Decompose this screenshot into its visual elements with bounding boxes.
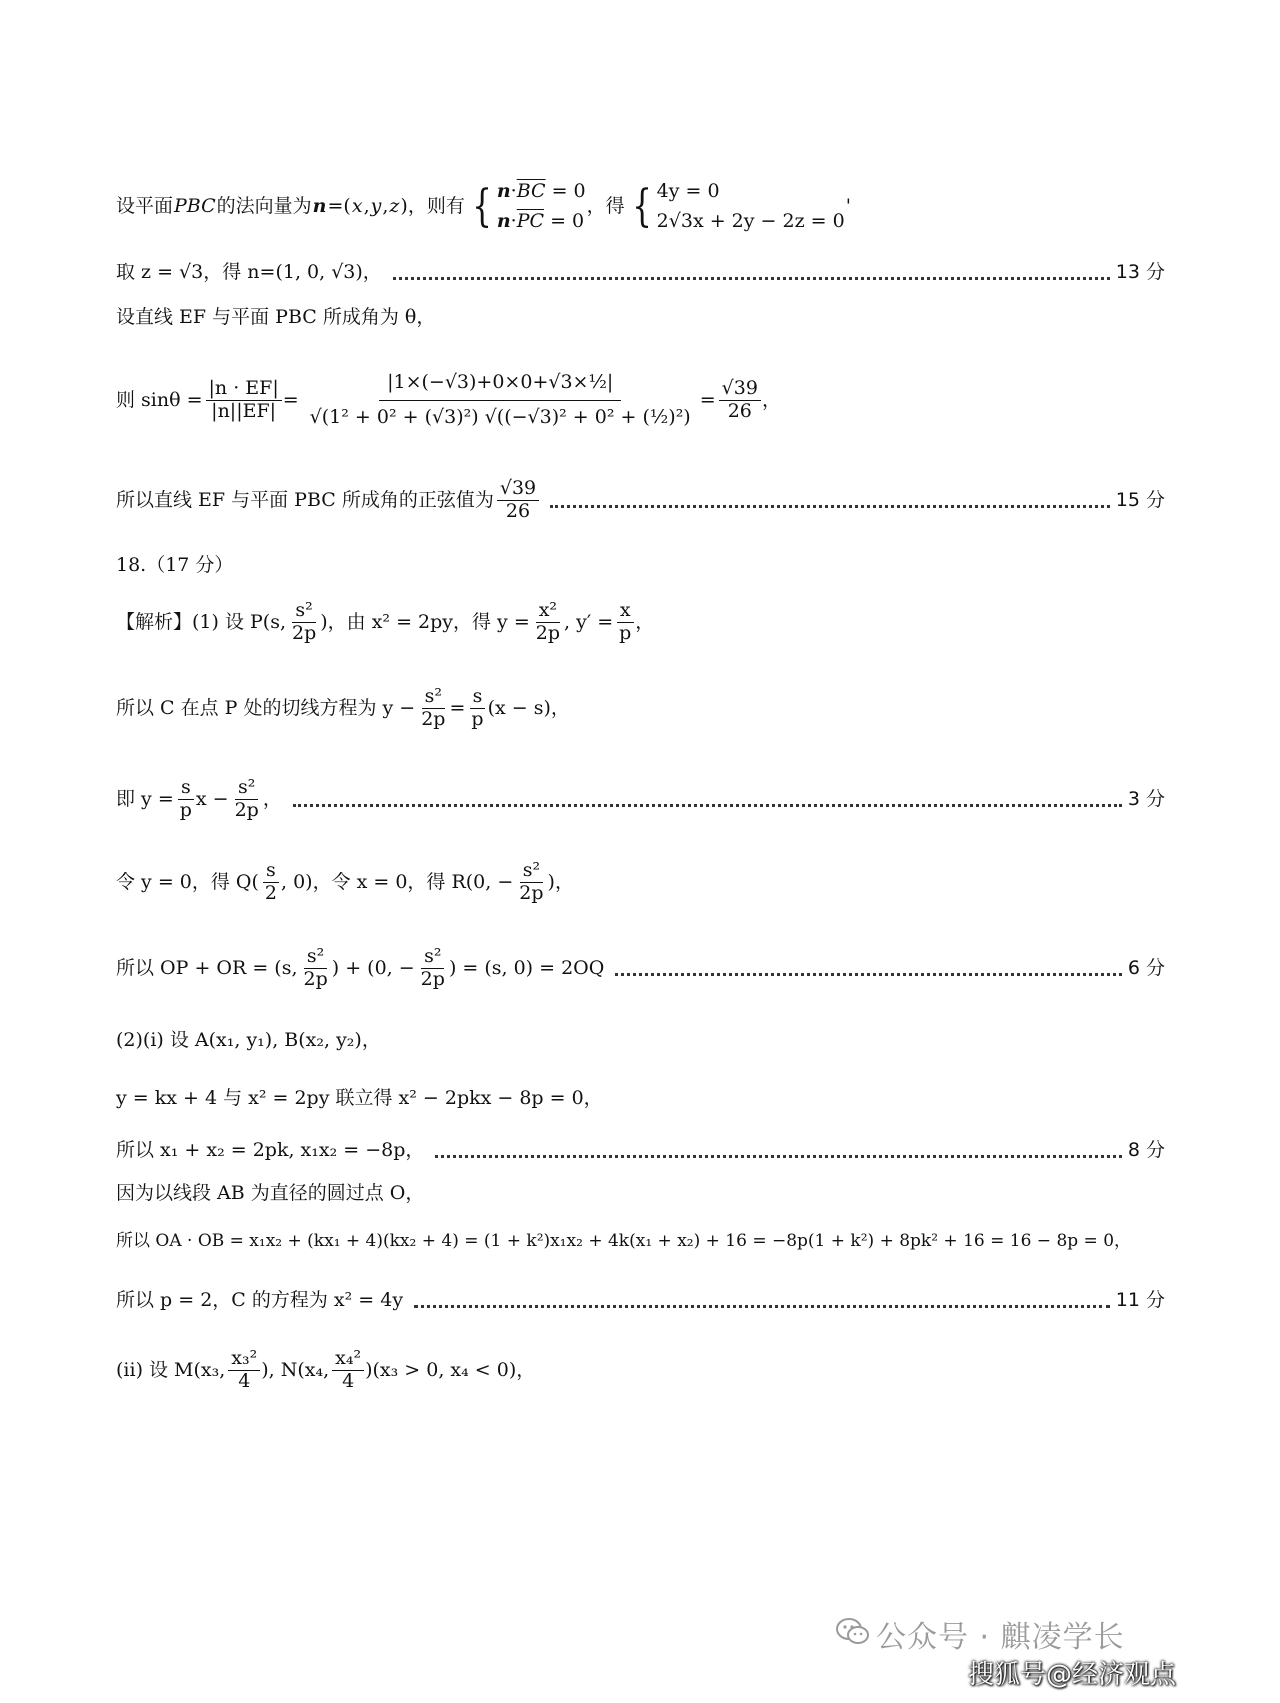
text: x: [351, 194, 363, 217]
leader-dots: [414, 1305, 1110, 1308]
fraction: [497, 478, 539, 523]
equation-system-2: [657, 176, 845, 237]
denominator: 2p: [535, 621, 561, 644]
line-circle: [116, 1183, 1165, 1204]
equation-row: 4y = 0: [656, 180, 720, 202]
numerator: |n · EF|: [206, 378, 282, 401]
fraction: [418, 686, 448, 731]
score-label: 3 分: [1127, 787, 1165, 810]
score-label: 11 分: [1115, 1289, 1165, 1311]
line-part-2i: [116, 1030, 1165, 1051]
text: ·: [510, 210, 517, 233]
numerator: x²: [536, 600, 560, 623]
text: $\overline{PC}$: [516, 210, 545, 233]
text: 设直线 EF 与平面 PBC 所成角为 θ，: [116, 306, 436, 328]
text: 的法向量为: [216, 194, 312, 217]
denominator: 2: [264, 881, 277, 904]
text: (2)(i) 设 A(x₁, y₁), B(x₂, y₂)，: [116, 1029, 381, 1051]
fraction: [468, 686, 486, 731]
text: 所以 x₁ + x₂ = 2pk, x₁x₂ = −8p，: [116, 1139, 425, 1161]
text: , y′ =: [564, 610, 614, 633]
numerator: s²: [421, 946, 444, 969]
leader-dots: [393, 277, 1110, 280]
equation-row: 2√3x + 2y − 2z = 0: [656, 210, 845, 233]
fraction: [177, 777, 195, 822]
text: 所以 p = 2，C 的方程为 x² = 4y: [116, 1289, 404, 1311]
text: 设平面: [116, 194, 174, 217]
denominator: 4: [238, 1369, 251, 1392]
equation-row: [497, 176, 586, 206]
score-label: 15 分: [1115, 488, 1165, 511]
text: =: [699, 389, 716, 412]
denominator: |n||EF|: [211, 400, 277, 422]
brace: {: [472, 180, 492, 232]
equation-row: [497, 206, 586, 236]
line-vieta: [116, 1140, 1165, 1161]
denominator: 2p: [519, 881, 544, 904]
line-sin-theta: [116, 338, 1165, 463]
fraction: [302, 366, 699, 435]
denominator: 2p: [421, 707, 446, 730]
denominator: p: [471, 707, 484, 730]
denominator: 2p: [234, 798, 259, 821]
numerator: s²: [422, 686, 445, 709]
leader-dots: [435, 1155, 1121, 1158]
leader-dots: [293, 804, 1122, 807]
text: ，: [635, 610, 655, 633]
text: 【解析】(1) 设 P(s,: [116, 610, 286, 633]
denominator: √(1² + 0² + (√3)²) √((−√3)² + 0² + (½)²): [309, 406, 691, 428]
numerator: s²: [235, 777, 258, 800]
leader-dots: [550, 505, 1110, 508]
text: n: [496, 210, 511, 233]
leader-dots: [615, 973, 1122, 976]
sohu-watermark: 搜狐号@经济观点: [968, 1660, 1177, 1690]
numerator: s: [178, 777, 194, 800]
text: ，: [262, 787, 282, 810]
numerator: s²: [304, 946, 327, 969]
text: n: [312, 194, 327, 217]
numerator: s²: [520, 860, 543, 883]
text: y = kx + 4 与 x² = 2py 联立得 x² − 2pkx − 8p = 0，: [116, 1087, 603, 1109]
line-tangent: [116, 686, 1165, 731]
text: = 0: [544, 210, 585, 233]
fraction: [616, 600, 634, 645]
denominator: 26: [505, 499, 531, 522]
text: 18.（17 分）: [116, 554, 234, 576]
text: )(x₃ > 0, x₄ < 0)，: [365, 1358, 536, 1381]
text: ，得: [586, 194, 625, 217]
text: ,: [382, 194, 389, 217]
text: (ii) 设 M(x₃,: [116, 1358, 226, 1381]
fraction: [533, 600, 563, 645]
text: ), N(x₄,: [261, 1358, 330, 1381]
text: ,: [363, 194, 370, 217]
text: = 0: [545, 180, 586, 202]
numerator: x: [617, 600, 634, 623]
wechat-watermark: 公众号 · 麒凌学长: [876, 1620, 1125, 1655]
score-label: 13 分: [1115, 261, 1165, 283]
question-18-heading: [116, 555, 1165, 576]
text: 所以 OA · OB = x₁x₂ + (kx₁ + 4)(kx₂ + 4) = (1 + k²)x₁x₂ + 4k(x₁ + x₂) + 16 = −8p(1 + k²) + 8pk² + 16 = 16 − 8p = 0，: [116, 1231, 1132, 1251]
fraction: [206, 378, 282, 423]
denominator: 2p: [420, 967, 445, 990]
line-p-value: [116, 1290, 1165, 1311]
score-label: 6 分: [1127, 956, 1165, 979]
line-tangent-simplified: [116, 777, 1165, 822]
fraction: [719, 378, 761, 423]
numerator: x₃²: [228, 1348, 260, 1371]
fraction: [228, 1348, 260, 1393]
denominator: 2p: [291, 621, 317, 644]
text: 令 y = 0，得 Q(: [116, 870, 259, 893]
text: 所以 OP + OR = (s,: [116, 956, 298, 979]
text: y: [370, 194, 382, 217]
text: )，则有: [400, 194, 465, 217]
numerator: √39: [719, 378, 761, 401]
line-sine-value: [116, 478, 1165, 523]
text: 所以直线 EF 与平面 PBC 所成角的正弦值为: [116, 488, 494, 511]
text: =(: [327, 194, 351, 217]
denominator: p: [179, 798, 192, 821]
fraction: [232, 777, 262, 822]
text: )，由 x² = 2py，得 y =: [320, 610, 530, 633]
denominator: 4: [342, 1369, 355, 1392]
line-analysis-1: [116, 600, 1165, 645]
fraction: [289, 600, 319, 645]
line-system: [116, 1088, 1165, 1109]
text: 即 y =: [116, 787, 174, 810]
text: =: [449, 696, 466, 719]
fraction: [300, 946, 330, 991]
text: (x − s)，: [487, 696, 570, 719]
equation-system-1: [497, 176, 586, 237]
denominator: p: [619, 621, 632, 644]
line-take-z: [116, 262, 1165, 283]
numerator: |1×(−√3)+0×0+√3×½|: [379, 366, 621, 401]
fraction: [418, 946, 448, 991]
numerator: s²: [292, 600, 315, 623]
fraction: [262, 860, 280, 905]
numerator: x₄²: [332, 1348, 364, 1371]
text: 因为以线段 AB 为直径的圆过点 O，: [116, 1182, 425, 1204]
brace: {: [631, 180, 652, 232]
text: 所以 C 在点 P 处的切线方程为 y −: [116, 696, 416, 719]
text: ': [845, 194, 851, 217]
numerator: s: [263, 860, 279, 883]
text: ) + (0, −: [331, 956, 415, 979]
numerator: √39: [497, 478, 539, 501]
denominator: 2p: [303, 967, 328, 990]
text: , 0)，令 x = 0，得 R(0, −: [280, 870, 514, 893]
numerator: s: [470, 686, 486, 709]
text: 则 sinθ =: [116, 389, 203, 412]
line-intercepts: [116, 860, 1165, 905]
text: n: [496, 180, 511, 202]
text: )，: [547, 870, 574, 893]
text: z: [389, 194, 400, 217]
text: =: [282, 389, 299, 412]
wechat-icon: [836, 1618, 870, 1646]
fraction: [332, 1348, 364, 1393]
fraction: [516, 860, 546, 905]
line-dot-product: [116, 1232, 1165, 1251]
text: ，: [761, 389, 781, 412]
text: ) = (s, 0) = 2OQ: [448, 956, 605, 979]
line-part-2ii: [116, 1348, 1165, 1393]
score-label: 8 分: [1127, 1139, 1165, 1161]
text: PBC: [174, 194, 216, 217]
line-normal-vector: [116, 176, 1165, 237]
text: ·: [510, 180, 517, 202]
text: $\overline{BC}$: [516, 180, 546, 202]
text: 取 z = √3，得 n=(1, 0, √3)，: [116, 261, 382, 283]
text: x −: [195, 787, 229, 810]
line-vector-sum: [116, 946, 1165, 991]
denominator: 26: [727, 400, 752, 422]
line-angle: [116, 307, 1165, 328]
